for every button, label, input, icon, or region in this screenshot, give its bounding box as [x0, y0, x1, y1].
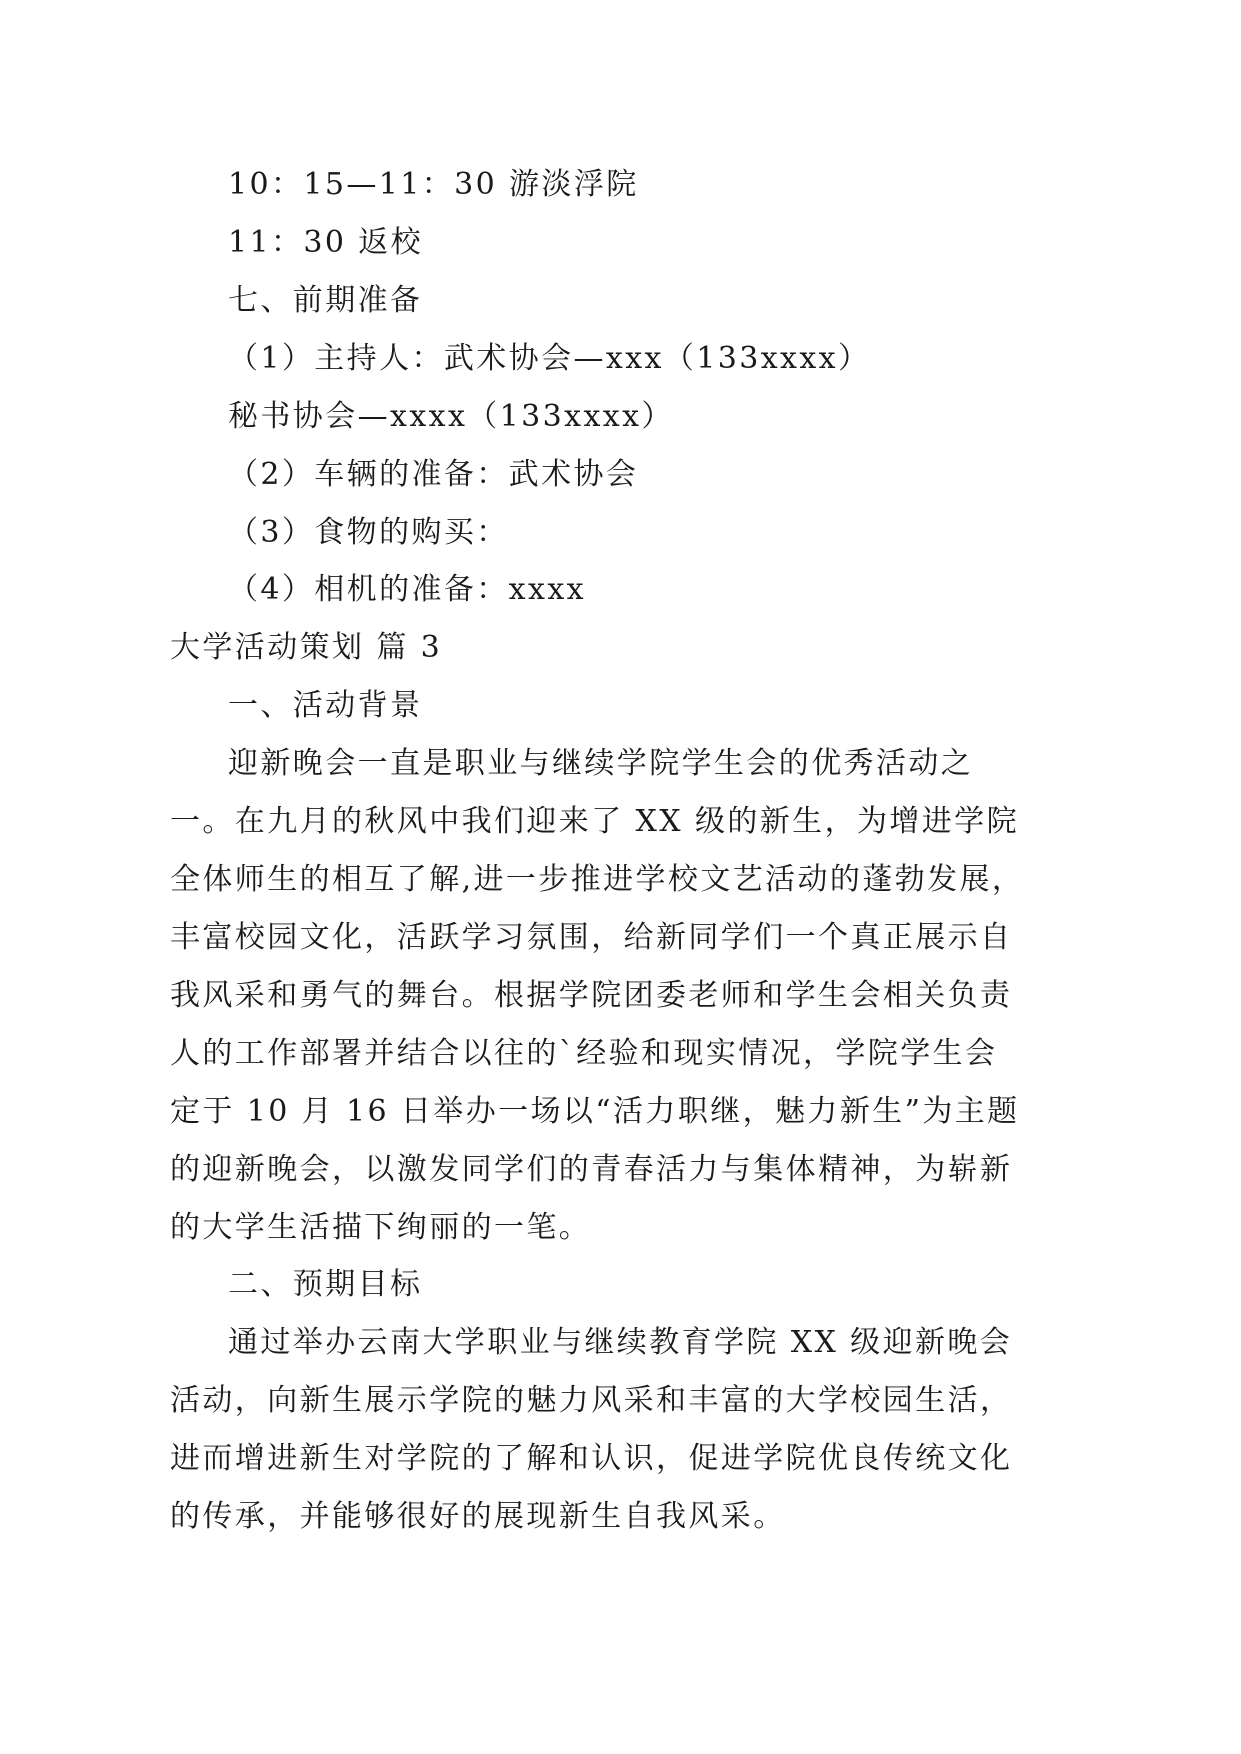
schedule-line: 11：30 返校: [228, 225, 424, 260]
preparation-item: 秘书协会—xxxx（133xxxx）: [228, 399, 674, 434]
paragraph-line: 一。在九月的秋风中我们迎来了 XX 级的新生，为增进学院: [170, 804, 1019, 839]
paragraph-line: 定于 10 月 16 日举办一场以“活力职继，魅力新生”为主题: [170, 1094, 1020, 1129]
paragraph-line: 通过举办云南大学职业与继续教育学院 XX 级迎新晚会: [228, 1325, 1013, 1360]
paragraph-line: 的传承，并能够很好的展现新生自我风采。: [170, 1499, 786, 1534]
preparation-item: （4）相机的准备：xxxx: [228, 572, 586, 607]
paragraph-line: 的大学生活描下绚丽的一笔。: [170, 1210, 592, 1245]
paragraph-line: 丰富校园文化，活跃学习氛围，给新同学们一个真正展示自: [170, 920, 1013, 955]
article-title: 大学活动策划 篇 3: [170, 630, 443, 665]
paragraph-line: 进而增进新生对学院的了解和认识，促进学院优良传统文化: [170, 1441, 1013, 1476]
paragraph-line: 我风采和勇气的舞台。根据学院团委老师和学生会相关负责: [170, 978, 1013, 1013]
section-heading: 七、前期准备: [228, 283, 423, 318]
paragraph-line: 活动，向新生展示学院的魅力风采和丰富的大学校园生活，: [170, 1383, 1013, 1418]
paragraph-line: 全体师生的相互了解,进一步推进学校文艺活动的蓬勃发展，: [170, 862, 1025, 897]
paragraph-line: 人的工作部署并结合以往的`经验和现实情况，学院学生会: [170, 1036, 998, 1071]
preparation-item: （2）车辆的准备：武术协会: [228, 457, 639, 492]
section-heading: 二、预期目标: [228, 1267, 423, 1302]
paragraph-line: 的迎新晚会，以激发同学们的青春活力与集体精神，为崭新: [170, 1152, 1013, 1187]
schedule-line: 10：15—11：30 游淡浮院: [228, 167, 639, 202]
paragraph-line: 迎新晚会一直是职业与继续学院学生会的优秀活动之: [228, 746, 974, 781]
section-heading: 一、活动背景: [228, 688, 423, 723]
preparation-item: （3）食物的购买：: [228, 515, 509, 550]
preparation-item: （1）主持人：武术协会—xxx（133xxxx）: [228, 341, 871, 376]
